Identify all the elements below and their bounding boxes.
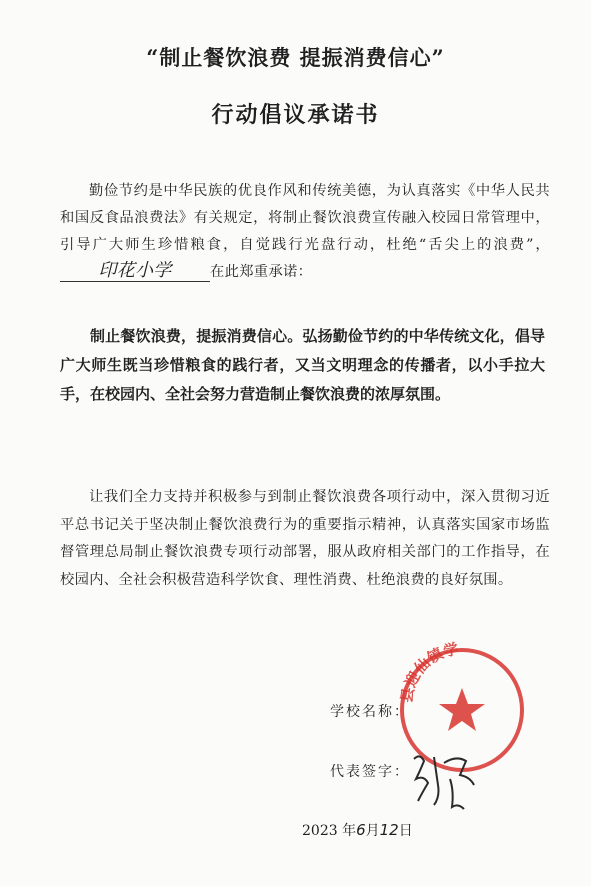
svg-text:县迎仙镇学 xyxy=(398,640,460,704)
paragraph-pledge: 制止餐饮浪费，提振消费信心。弘扬勤俭节约的中华传统文化，倡导广大师生既当珍惜粮食的践行者，又当文明理念的传播者，以小手拉大手，在校园内、全社会努力营造制止餐饮浪费的浓厚氛围。 xyxy=(60,327,545,403)
date-day-label: 日 xyxy=(398,823,413,839)
date-month-label: 月 xyxy=(365,823,380,839)
date-day: 12 xyxy=(379,821,399,839)
date-month: 6 xyxy=(356,821,366,839)
paragraph-action: 让我们全力支持并积极参与到制止餐饮浪费各项行动中，深入贯彻习近平总书记关于坚决制止餐饮浪费行为的重要指示精神，认真落实国家市场监督管理总局制止餐饮浪费专项行动部署，服从政府相关部门的工作指导，在校园内、全社会积极营造科学饮食、理性消费、杜绝浪费的良好氛围。 xyxy=(60,489,550,588)
title-line-1: “制止餐饮浪费 提振消费信心” xyxy=(146,45,445,70)
paragraph-intro-tail: 在此郑重承诺： xyxy=(210,264,313,280)
handwritten-school-name: 印花小学 xyxy=(60,261,210,282)
seal-text: 县迎仙镇学 xyxy=(397,640,461,704)
title-line-2: 行动倡议承诺书 xyxy=(211,102,380,128)
paragraph-intro xyxy=(60,178,550,286)
representative-signature-label: 代表签字： xyxy=(330,764,410,780)
paragraph-intro-text: 勤俭节约是中华民族的优良作风和传统美德，为认真落实《中华人民共和国反食品浪费法》有关规定，将制止餐饮浪费宣传融入校园日常管理中，引导广大师生珍惜粮食，自觉践行光盘行动，杜绝“舌尖上的浪费”， xyxy=(60,183,550,253)
date xyxy=(302,820,413,840)
school-name-label: 学校名称： xyxy=(330,704,410,720)
handwritten-signature xyxy=(404,745,484,815)
date-year: 2023 年 xyxy=(302,823,357,839)
